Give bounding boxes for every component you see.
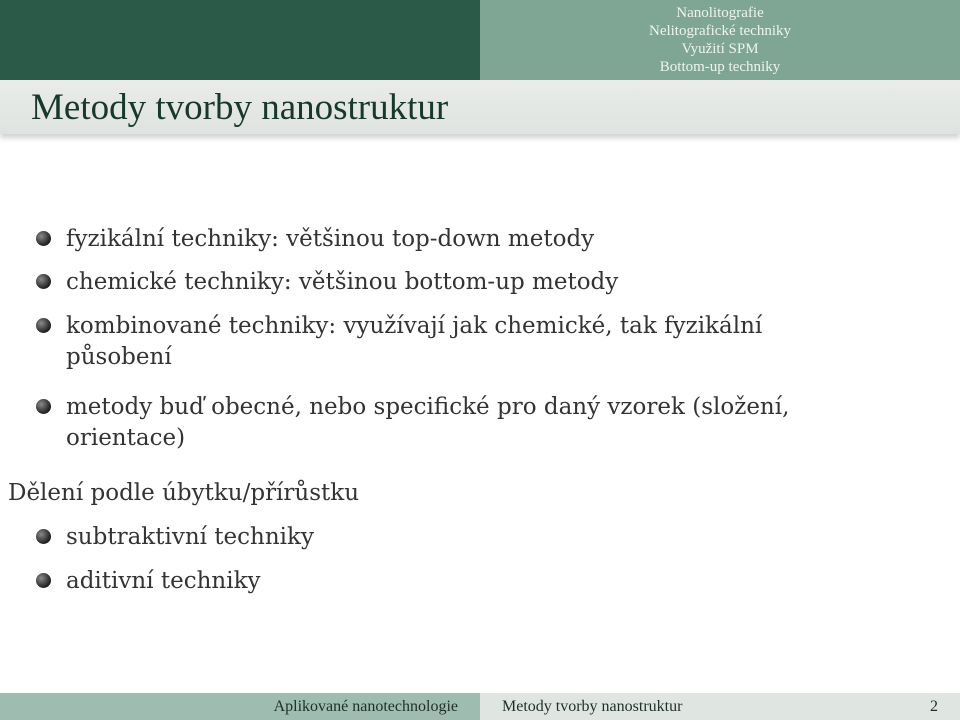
nav-item-nelitograficke-techniky[interactable]: Nelitografické techniky	[648, 23, 792, 39]
nav-item-vyuziti-spm[interactable]: Využití SPM	[681, 41, 759, 57]
bullet-icon	[36, 529, 51, 544]
page-number: 2	[930, 697, 938, 715]
footer-left-panel	[0, 693, 480, 720]
footer-right-panel	[480, 693, 960, 720]
header-left-panel	[0, 0, 480, 80]
bullet-item	[66, 311, 916, 373]
header-band	[0, 0, 960, 80]
nav-item-bottom-up-techniky[interactable]: Bottom-up techniky	[659, 59, 781, 75]
title-bar	[0, 80, 960, 134]
bullet-text: subtraktivní techniky	[66, 524, 314, 550]
bullet-item	[66, 267, 916, 298]
bullet-text: chemické techniky: většinou bottom-up metody	[66, 269, 619, 295]
section-heading: Dělení podle úbytku/přírůstku	[8, 480, 360, 506]
footer-slide-title[interactable]: Metody tvorby nanostruktur	[502, 697, 683, 715]
bullet-icon	[36, 318, 51, 333]
slide-title: Metody tvorby nanostruktur	[31, 87, 449, 128]
bullet-text-continuation: orientace)	[66, 425, 186, 451]
bullet-item	[66, 566, 916, 597]
bullet-text: kombinované techniky: využívají jak chemické, tak fyzikální	[66, 313, 763, 339]
bullet-text: fyzikální techniky: většinou top-down metody	[66, 226, 595, 252]
nav-item-nanolitografie[interactable]: Nanolitografie	[676, 5, 764, 21]
bullet-icon	[36, 399, 51, 414]
bullet-icon	[36, 573, 51, 588]
bullet-icon	[36, 231, 51, 246]
bullet-text: metody buď obecné, nebo specifické pro daný vzorek (složení,	[66, 394, 790, 420]
bullet-item	[66, 392, 916, 454]
footer	[0, 693, 960, 720]
section-navigation	[480, 0, 960, 80]
bullet-text: aditivní techniky	[66, 568, 261, 594]
bullet-text-continuation: působení	[66, 344, 172, 370]
bullet-item	[66, 522, 916, 553]
bullet-icon	[36, 274, 51, 289]
bullet-item	[66, 224, 916, 255]
footer-course-name[interactable]: Aplikované nanotechnologie	[273, 697, 458, 715]
